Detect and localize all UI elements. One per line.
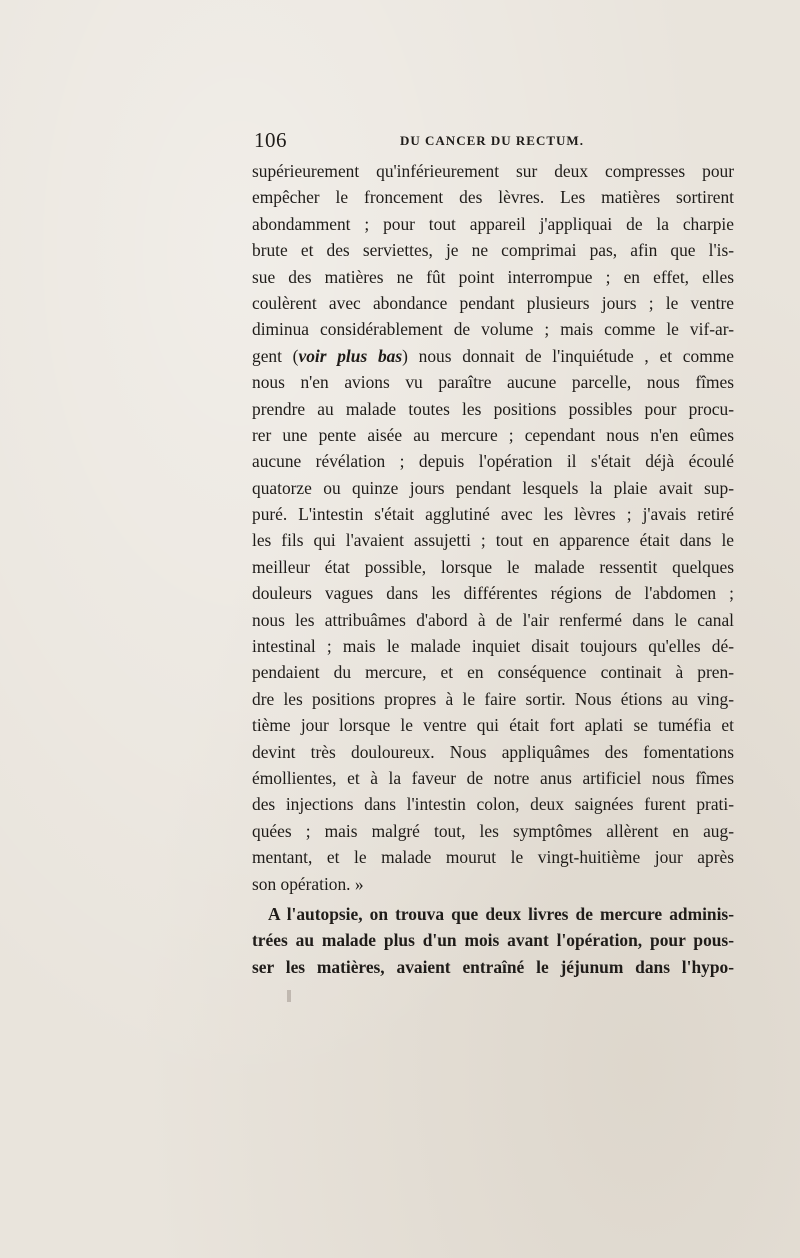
- text-line: quées ; mais malgré tout, les symptômes allèrent en aug-: [252, 820, 734, 841]
- text-line: nous les attribuâmes d'abord à de l'air renfermé dans le canal: [252, 609, 734, 630]
- text-line: supérieurement qu'inférieurement sur deux compresses pour: [252, 161, 734, 181]
- text-line: ser les matières, avaient entraîné le jéjunum dans l'hypo-: [252, 956, 734, 977]
- text-line: douleurs vagues dans les différentes régions de l'abdomen ;: [252, 583, 734, 604]
- text-line: abondamment ; pour tout appareil j'appliquai de la charpie: [252, 213, 734, 234]
- paragraph-1: [252, 158, 734, 897]
- page-number: 106: [254, 128, 287, 152]
- text-line: nous n'en avions vu paraître aucune parcelle, nous fîmes: [252, 372, 734, 393]
- text-line: des injections dans l'intestin colon, deux saignées furent prati-: [252, 794, 734, 815]
- text-line: prendre au malade toutes les positions possibles pour procu-: [252, 398, 734, 419]
- text-line: son opération. »: [252, 873, 364, 894]
- text-line: pendaient du mercure, et en conséquence continait à pren-: [252, 662, 734, 683]
- text-line: mentant, et le malade mourut le vingt-huitième jour après: [252, 847, 734, 868]
- text-line: les fils qui l'avaient assujetti ; tout en apparence était dans le: [252, 530, 734, 551]
- text-line: sue des matières ne fût point interrompue ; en effet, elles: [252, 266, 734, 287]
- text-line: dre les positions propres à le faire sortir. Nous étions au ving-: [252, 688, 734, 709]
- text-line: trées au malade plus d'un mois avant l'opération, pour pous-: [252, 930, 734, 951]
- text-line: puré. L'intestin s'était agglutiné avec les lèvres ; j'avais retiré: [252, 504, 734, 525]
- text-line: émollientes, et à la faveur de notre anus artificiel nous fîmes: [252, 767, 734, 788]
- text-line: A l'autopsie, on trouva que deux livres de mercure adminis-: [268, 903, 734, 924]
- paragraph-2: [252, 901, 734, 980]
- italic-phrase: voir plus bas: [298, 345, 403, 366]
- body-text: [252, 158, 734, 980]
- text-line: aucune révélation ; depuis l'opération il s'était déjà écoulé: [252, 451, 734, 472]
- running-title: DU CANCER DU RECTUM.: [400, 133, 584, 148]
- text-line: gent (voir plus bas) nous donnait de l'inquiétude , et comme: [252, 345, 734, 366]
- text-line: brute et des serviettes, je ne comprimai pas, afin que l'is-: [252, 240, 734, 261]
- text-line: devint très douloureux. Nous appliquâmes des fomentations: [252, 741, 734, 762]
- text-line: rer une pente aisée au mercure ; cependant nous n'en eûmes: [252, 424, 734, 445]
- running-head: [254, 128, 732, 154]
- text-line: coulèrent avec abondance pendant plusieurs jours ; le ventre: [252, 292, 734, 313]
- paper-blemish: [287, 990, 291, 1002]
- text-line: meilleur état possible, lorsque le malade ressentit quelques: [252, 556, 734, 577]
- text-line: diminua considérablement de volume ; mais comme le vif-ar-: [252, 319, 734, 340]
- text-line: intestinal ; mais le malade inquiet disait toujours qu'elles dé-: [252, 636, 734, 657]
- text-line: tième jour lorsque le ventre qui était fort aplati se tuméfia et: [252, 715, 734, 736]
- text-line: empêcher le froncement des lèvres. Les matières sortirent: [252, 187, 734, 208]
- text-line: quatorze ou quinze jours pendant lesquels la plaie avait sup-: [252, 477, 734, 498]
